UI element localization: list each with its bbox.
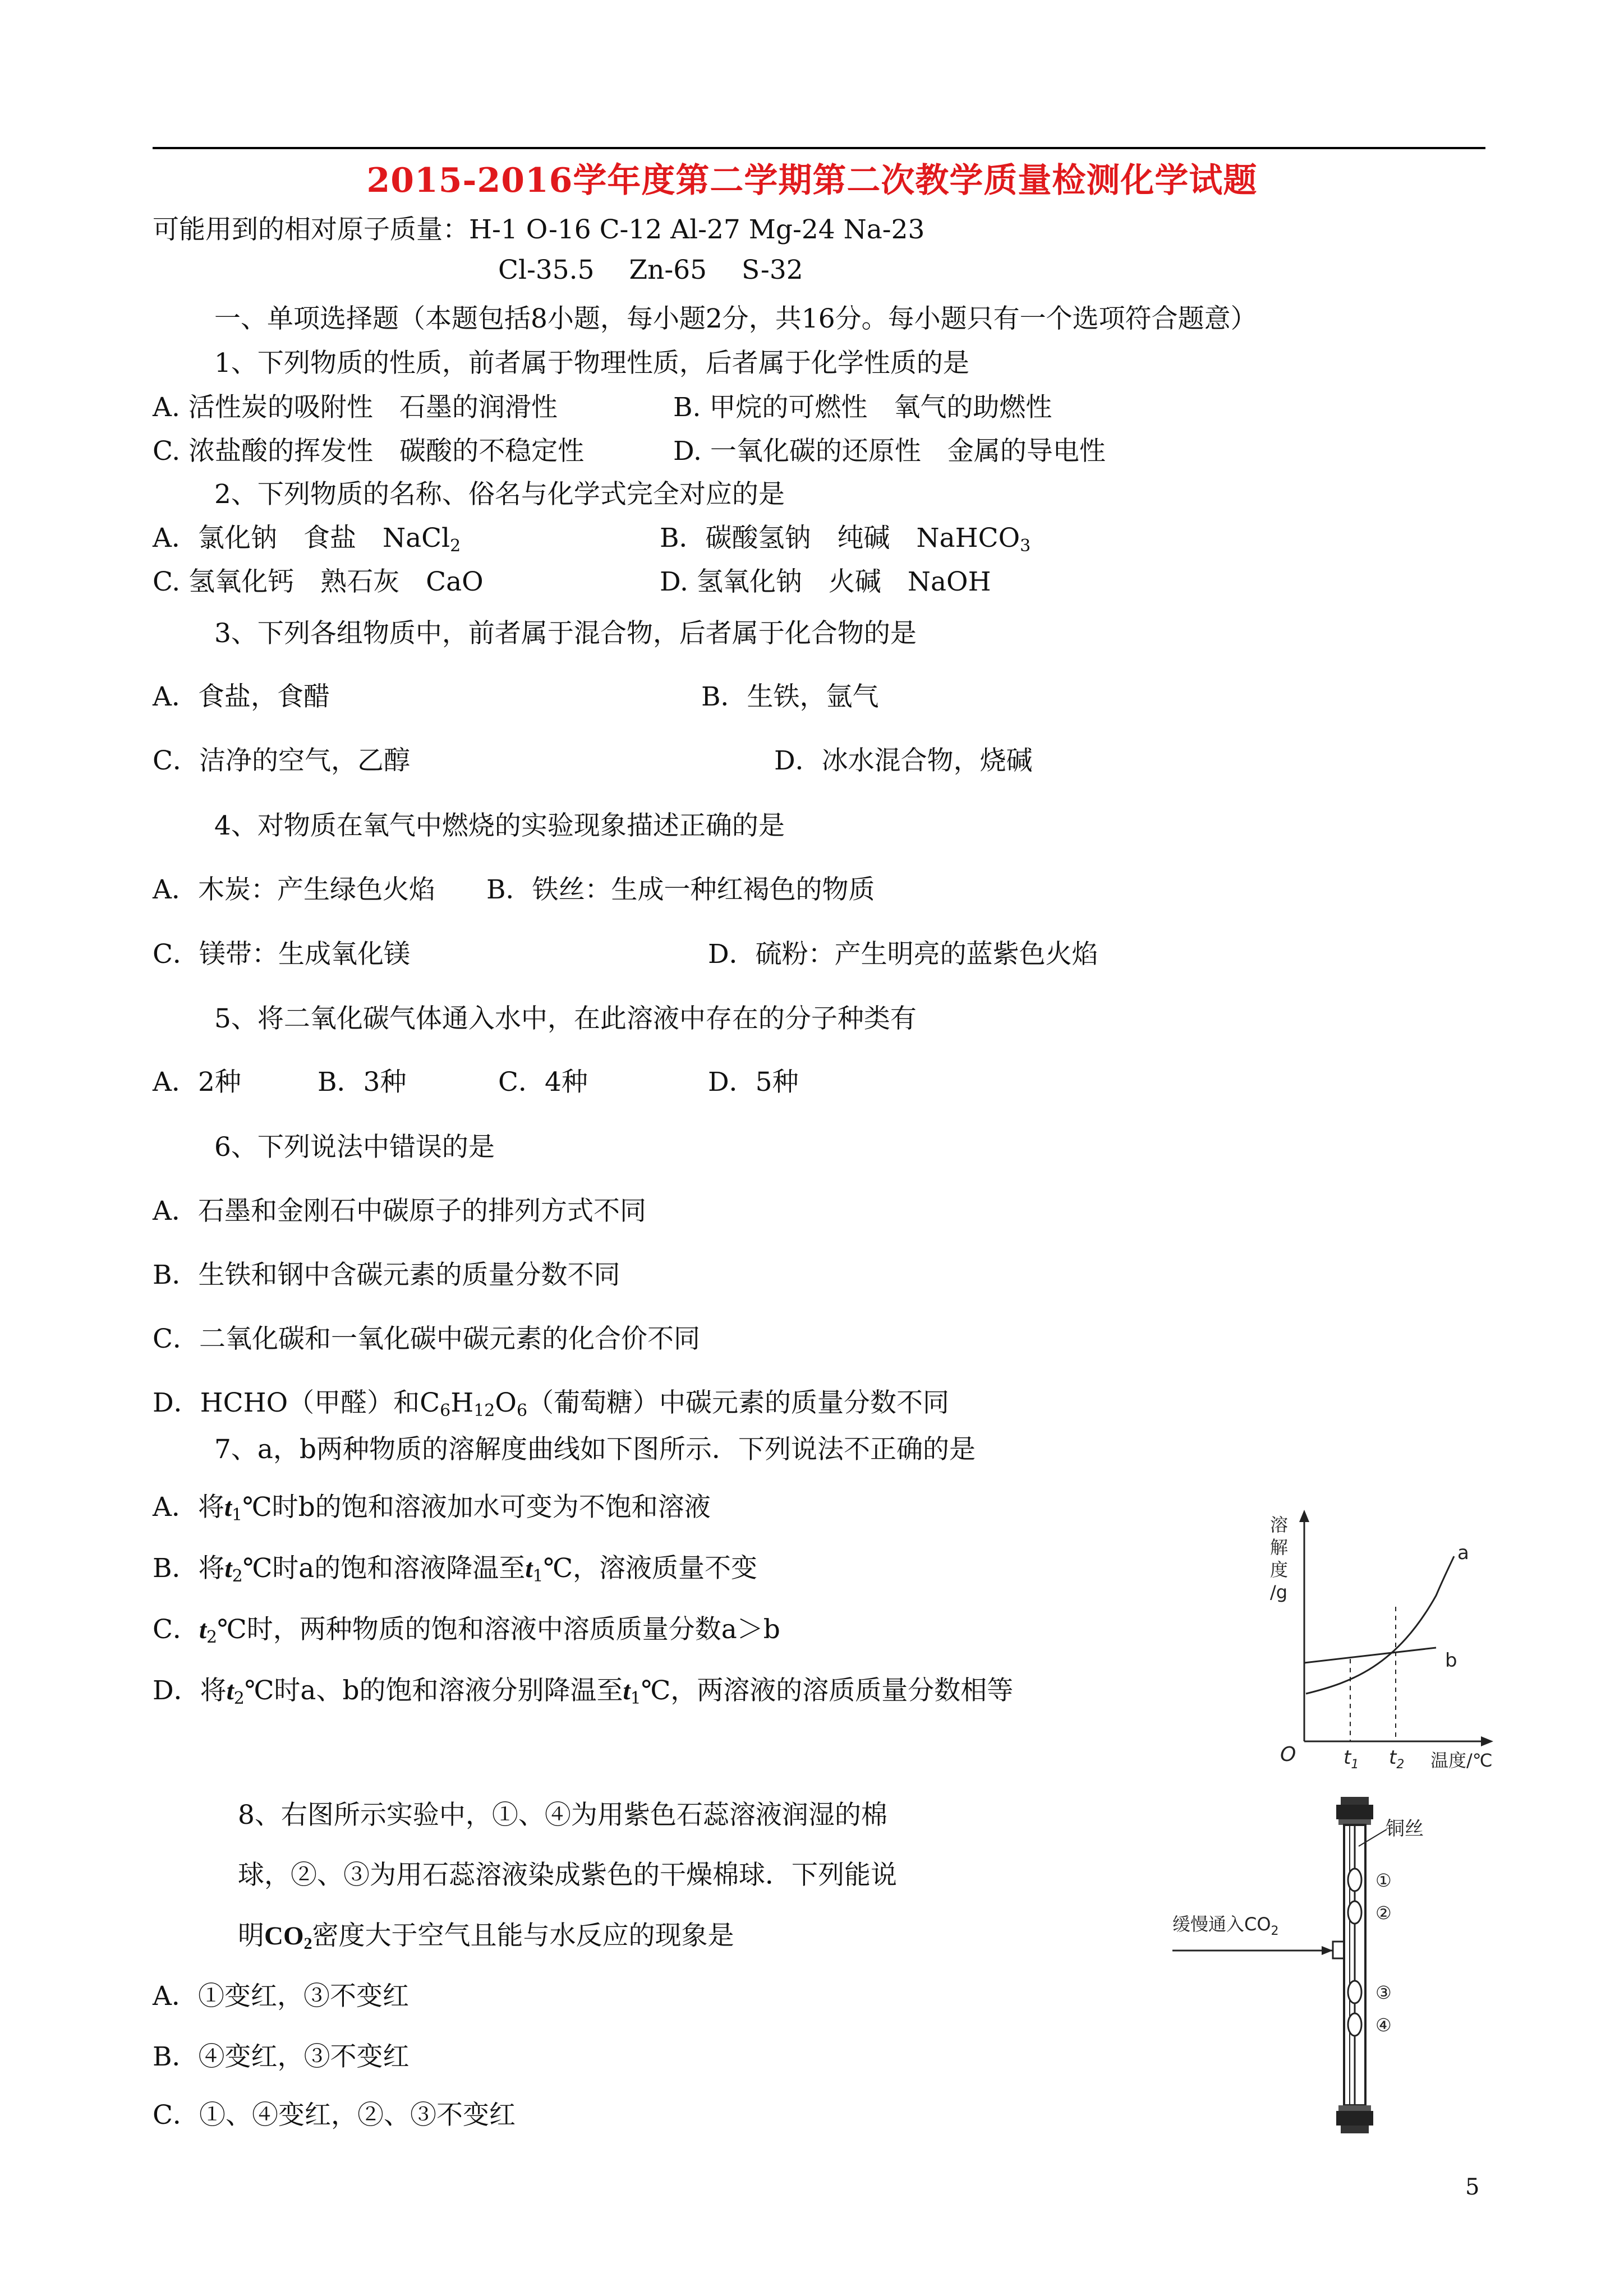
page-number: 5 [1465,2174,1480,2200]
section-heading: 一、单项选择题（本题包括8小题，每小题2分，共16分。每小题只有一个选项符合题意） [214,303,1257,334]
svg-text:解: 解 [1270,1537,1289,1558]
y-axis-label [1270,1514,1288,1603]
curve-a [1306,1556,1454,1694]
tick-t2: $t_2$ [1389,1746,1405,1772]
ball-label-2: ② [1375,1902,1392,1924]
question-8-stem-line1: 8、右图所示实验中，①、④为用紫色石蕊溶液润湿的棉 [238,1800,887,1831]
q8-option-b: B．④变红，③不变红 [153,2041,410,2072]
atomic-mass-line2: Cl-35.5 Zn-65 S-32 [498,255,803,285]
y-axis-arrow [1299,1510,1309,1522]
cotton-ball-2 [1348,1901,1361,1924]
origin-label: O [1280,1743,1296,1766]
q2-option-c: C. 氢氧化钙 熟石灰 CaO [153,566,484,597]
ball-label-1: ① [1375,1870,1392,1891]
q4-option-c: C．镁带：生成氧化镁 [153,939,410,970]
q1-option-a: A. 活性炭的吸附性 石墨的润滑性 [153,392,558,423]
question-5-stem: 5、将二氧化碳气体通入水中，在此溶液中存在的分子种类有 [214,1003,917,1034]
q4-option-a: A．木炭：产生绿色火焰 [153,874,435,905]
question-8-stem-line2: 球，②、③为用石蕊溶液染成紫色的干燥棉球．下列能说 [238,1860,897,1891]
svg-text:溶: 溶 [1270,1514,1289,1536]
q8-option-a: A．①变红，③不变红 [153,1981,409,2012]
curve-b [1304,1648,1436,1663]
q1-option-d: D. 一氧化碳的还原性 金属的导电性 [673,436,1106,467]
question-6-stem: 6、下列说法中错误的是 [214,1132,495,1163]
x-axis-label: 温度/℃ [1430,1750,1493,1771]
ball-label-3: ③ [1375,1982,1392,2003]
top-stopper [1336,1797,1373,1825]
exam-title: 2015-2016学年度第二学期第二次教学质量检测化学试题 [366,161,1258,200]
q2-option-d: D. 氢氧化钠 火碱 NaOH [660,566,991,597]
q6-option-d: D．HCHO（甲醛）和$C_6H_{12}O_6$（葡萄糖）中碳元素的质量分数不同 [153,1387,950,1421]
q7-option-a: A．将$t_1℃$时b的饱和溶液加水可变为不饱和溶液 [153,1492,711,1525]
q3-option-b: B．生铁，氩气 [701,681,879,712]
q6-option-c: C．二氧化碳和一氧化碳中碳元素的化合价不同 [153,1324,700,1354]
question-4-stem: 4、对物质在氧气中燃烧的实验现象描述正确的是 [214,810,785,841]
q3-option-c: C．洁净的空气，乙醇 [153,745,410,776]
copper-wire-label: 铜丝 [1386,1818,1424,1840]
q1-option-c: C. 浓盐酸的挥发性 碳酸的不稳定性 [153,436,585,467]
ball-label-4: ④ [1375,2014,1392,2036]
copper-label-leader [1359,1829,1387,1846]
atomic-mass-line1: 可能用到的相对原子质量：H-1 O-16 C-12 Al-27 Mg-24 Na-23 [153,214,925,245]
question-3-stem: 3、下列各组物质中，前者属于混合物，后者属于化合物的是 [214,618,917,649]
curve-a-label: a [1457,1542,1469,1564]
inlet-label: 缓慢通入$CO_2$ [1172,1914,1279,1938]
q1-option-b: B. 甲烷的可燃性 氧气的助燃性 [673,392,1052,423]
q7-option-d: D．将$t_2℃$时a、b的饱和溶液分别降温至$t_1℃$，两溶液的溶质质量分数相等 [153,1675,1014,1708]
inlet-tube [1172,1942,1344,1958]
cotton-ball-1 [1348,1869,1361,1891]
solubility-curve-figure [1251,1503,1543,1783]
question-7-stem: 7、a，b两种物质的溶解度曲线如下图所示．下列说法不正确的是 [214,1434,976,1465]
q6-option-a: A．石墨和金刚石中碳原子的排列方式不同 [153,1196,646,1227]
q2-option-b: B．碳酸氢钠 纯碱 NaHCO$_3$ [660,523,1031,556]
svg-text:度: 度 [1270,1559,1289,1580]
svg-text:/g: /g [1270,1582,1288,1603]
q5-option-a: A．2种 [153,1067,241,1098]
curve-b-label: b [1445,1649,1457,1672]
question-1-stem: 1、下列物质的性质，前者属于物理性质，后者属于化学性质的是 [214,348,969,379]
x-axis-arrow [1481,1736,1493,1746]
question-8-stem-line3: 明$CO_2$密度大于空气且能与水反应的现象是 [238,1920,734,1953]
cotton-ball-3 [1348,1981,1361,2003]
q5-option-b: B．3种 [318,1067,407,1098]
q3-option-a: A．食盐，食醋 [153,681,330,712]
bottom-stopper [1336,2105,1373,2133]
q6-option-b: B．生铁和钢中含碳元素的质量分数不同 [153,1260,620,1290]
q3-option-d: D．冰水混合物，烧碱 [774,745,1033,776]
q7-option-b: B．将$t_2℃$时a的饱和溶液降温至$t_1℃$，溶液质量不变 [153,1553,758,1586]
q7-option-c: C．$t_2℃$时，两种物质的饱和溶液中溶质质量分数a＞b [153,1614,780,1647]
co2-apparatus-figure [1156,1795,1515,2142]
inlet-arrow [1322,1946,1333,1955]
question-2-stem: 2、下列物质的名称、俗名与化学式完全对应的是 [214,479,785,510]
q8-option-c: C．①、④变红，②、③不变红 [153,2100,516,2131]
cotton-ball-4 [1348,2013,1361,2036]
q5-option-c: C．4种 [498,1067,588,1098]
q2-option-a: A．氯化钠 食盐 NaCl$_2$ [153,523,461,556]
q5-option-d: D．5种 [708,1067,799,1098]
q4-option-d: D．硫粉：产生明亮的蓝紫色火焰 [708,939,1098,970]
q4-option-b: B．铁丝：生成一种红褐色的物质 [486,874,875,905]
header-rule [153,147,1485,149]
tick-t1: $t_1$ [1344,1746,1359,1772]
